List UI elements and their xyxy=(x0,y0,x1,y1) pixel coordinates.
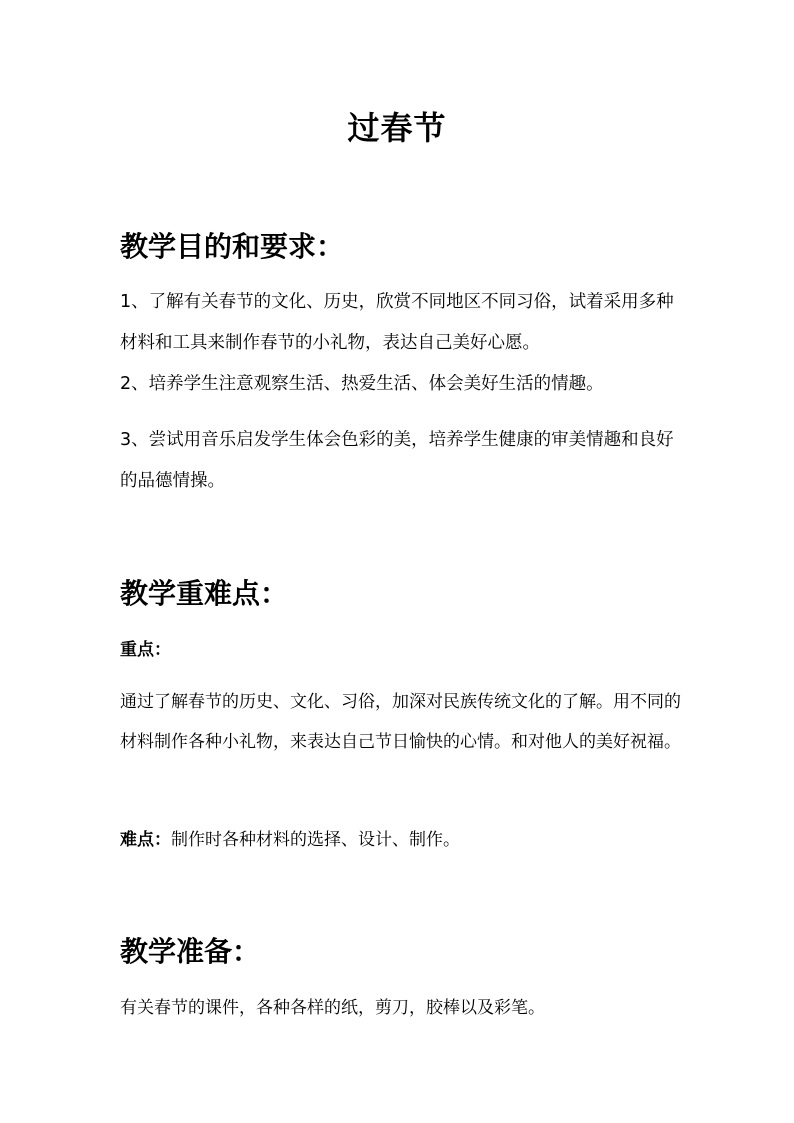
objectives-heading: 教学目的和要求： xyxy=(120,230,345,263)
objective-item-1: 1、了解有关春节的文化、历史，欣赏不同地区不同习俗，试着采用多种材料和工具来制作春节的小礼物，表达自己美好心愿。 xyxy=(120,292,674,353)
focus-text: 通过了解春节的历史、文化、习俗，加深对民族传统文化的了解。用不同的材料制作各种小礼物，来表达自己节日愉快的心情。和对他人的美好祝福。 xyxy=(120,692,681,752)
objective-item-3: 3、尝试用音乐启发学生体会色彩的美，培养学生健康的审美情趣和良好的品德情操。 xyxy=(120,430,674,491)
focus-label: 重点： xyxy=(120,640,171,660)
objective-item-2: 2、培养学生注意观察生活、热爱生活、体会美好生活的情趣。 xyxy=(120,374,604,394)
difficulty-label: 难点： xyxy=(120,830,171,850)
preparation-heading: 教学准备： xyxy=(120,935,261,968)
difficulty-paragraph xyxy=(120,820,690,860)
document-title: 过春节 xyxy=(347,109,447,147)
preparation-text: 有关春节的课件，各种各样的纸，剪刀，胶棒以及彩笔。 xyxy=(120,998,545,1018)
difficulty-text: 制作时各种材料的选择、设计、制作。 xyxy=(171,830,460,850)
key-points-heading: 教学重难点： xyxy=(120,577,289,610)
